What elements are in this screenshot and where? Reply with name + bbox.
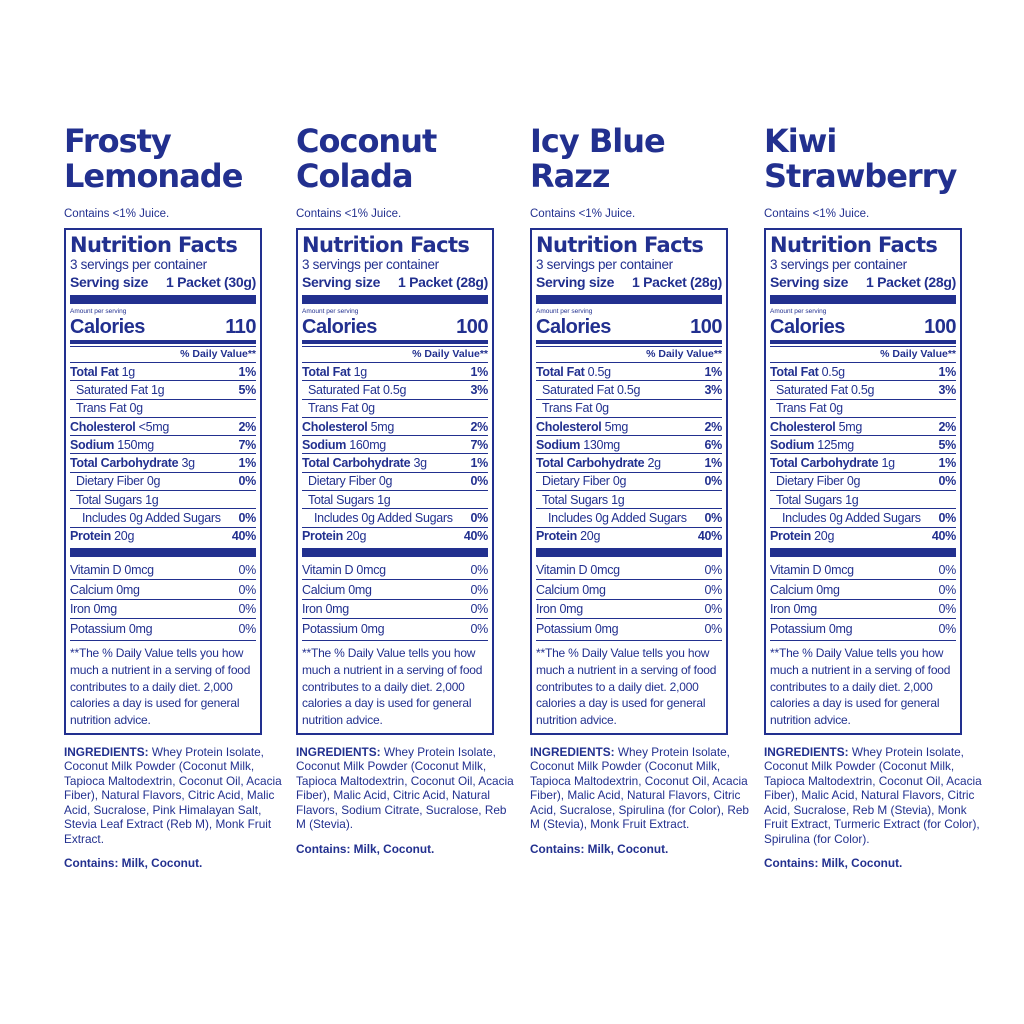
product-column-frosty-lemonade [64,122,282,871]
flavor-title-line1: Icy Blue [530,122,665,160]
amount-per-serving: Amount per serving [770,308,827,315]
juice-note: Contains <1% Juice. [64,208,170,220]
nutrient-row-trans-fat: Trans Fat 0g [770,399,956,417]
nutrient-row-dietary-fiber: Dietary Fiber 0g 0% [302,472,488,490]
nutrient-row-total-carbohydrate: Total Carbohydrate 2g 1% [536,453,722,471]
serving-size-label: Serving size [536,274,615,290]
calories-label: Calories [536,316,611,338]
calories-row [536,316,722,338]
calories-label: Calories [302,316,377,338]
divider-thick [770,295,956,304]
vitamin-row-calcium: Calcium 0mg 0% [70,579,256,599]
serving-size-value: 1 Packet (28g) [632,274,722,290]
serving-size [536,273,722,292]
juice-note: Contains <1% Juice. [530,208,636,220]
serving-size [70,273,256,292]
nutrition-facts-label [530,228,728,735]
nutrient-row-trans-fat: Trans Fat 0g [70,399,256,417]
servings-per-container: 3 servings per container [70,257,207,272]
nutrient-row-protein: Protein 20g 40% [302,527,488,545]
ingredients-text: Whey Protein Isolate, Coconut Milk Powder (Coconut Milk, Tapioca Maltodextrin, Coconut Oil, Acacia Fiber), Natural Flavors, Citric Acid, Malic Acid, Sucralose, Pink Himalayan Salt, Stevia Leaf Extract (Reb M), Monk Fruit Extract. [64,744,282,846]
vitamin-row-potassium: Potassium 0mg 0% [70,618,256,638]
daily-value-footnote: **The % Daily Value tells you how much a nutrient in a serving of food contributes to a daily diet. 2,000 calories a day is used for general nutrition advice. [70,640,256,729]
nutrient-row-protein: Protein 20g 40% [770,527,956,545]
divider-thick [302,548,488,557]
calories-label: Calories [770,316,845,338]
nutrient-row-total-fat: Total Fat 1g 1% [302,362,488,380]
daily-value-header: % Daily Value** [770,346,956,362]
nutrient-row-protein: Protein 20g 40% [536,527,722,545]
nutrition-facts-title: Nutrition Facts [770,233,938,257]
calories-value: 100 [924,316,956,338]
daily-value-header: % Daily Value** [536,346,722,362]
amount-per-serving: Amount per serving [302,308,359,315]
serving-size-label: Serving size [302,274,381,290]
flavor-title-line1: Frosty [64,122,171,160]
nutrient-row-saturated-fat: Saturated Fat 1g 5% [70,380,256,398]
amount-per-serving: Amount per serving [536,308,593,315]
nutrition-facts-label [764,228,962,735]
nutrition-facts-label [296,228,494,735]
nutrient-row-total-fat: Total Fat 0.5g 1% [770,362,956,380]
nutrient-row-cholesterol: Cholesterol 5mg 2% [302,417,488,435]
flavor-title-line2: Colada [296,157,413,195]
ingredients-label: INGREDIENTS: [764,744,849,759]
servings-per-container: 3 servings per container [770,257,907,272]
serving-size-label: Serving size [70,274,149,290]
allergen-statement: Contains: Milk, Coconut. [530,841,669,856]
nutrient-row-total-carbohydrate: Total Carbohydrate 1g 1% [770,453,956,471]
calories-label: Calories [70,316,145,338]
nutrient-row-added-sugars: Includes 0g Added Sugars 0% [770,508,956,526]
divider-thick [536,548,722,557]
nutrition-facts-title: Nutrition Facts [536,233,704,257]
servings-per-container: 3 servings per container [302,257,439,272]
daily-value-header: % Daily Value** [302,346,488,362]
nutrient-row-cholesterol: Cholesterol <5mg 2% [70,417,256,435]
vitamin-row-iron: Iron 0mg 0% [302,599,488,619]
nutrient-row-added-sugars: Includes 0g Added Sugars 0% [70,508,256,526]
product-column-coconut-colada [296,122,514,856]
nutrient-row-dietary-fiber: Dietary Fiber 0g 0% [536,472,722,490]
serving-size [302,273,488,292]
vitamin-row-vitamin-d: Vitamin D 0mcg 0% [302,562,488,577]
calories-row [770,316,956,338]
nutrient-row-total-sugars: Total Sugars 1g [770,490,956,508]
nutrient-row-total-carbohydrate: Total Carbohydrate 3g 1% [302,453,488,471]
flavor-title [296,124,496,196]
product-column-kiwi-strawberry [764,122,982,871]
vitamin-row-iron: Iron 0mg 0% [770,599,956,619]
ingredients-text: Whey Protein Isolate, Coconut Milk Powder (Coconut Milk, Tapioca Maltodextrin, Coconut Oil, Acacia Fiber), Malic Acid, Natural Flavors, Citric Acid, Sucralose, Spirulina (for Color), Reb M (Stevia), Monk Fruit Extract. [530,744,749,832]
vitamin-row-calcium: Calcium 0mg 0% [302,579,488,599]
ingredients [764,745,984,847]
vitamin-row-iron: Iron 0mg 0% [536,599,722,619]
ingredients-label: INGREDIENTS: [530,744,615,759]
divider-medium [70,340,256,344]
flavor-title-line2: Strawberry [764,157,957,195]
juice-note: Contains <1% Juice. [296,208,402,220]
nutrient-row-total-sugars: Total Sugars 1g [70,490,256,508]
vitamin-row-potassium: Potassium 0mg 0% [536,618,722,638]
ingredients [64,745,284,847]
nutrient-row-saturated-fat: Saturated Fat 0.5g 3% [770,380,956,398]
calories-row [70,316,256,338]
nutrition-facts-label [64,228,262,735]
daily-value-header: % Daily Value** [70,346,256,362]
vitamin-row-calcium: Calcium 0mg 0% [770,579,956,599]
serving-size-value: 1 Packet (28g) [866,274,956,290]
nutrient-row-total-sugars: Total Sugars 1g [302,490,488,508]
divider-thick [302,295,488,304]
calories-value: 100 [456,316,488,338]
serving-size-value: 1 Packet (30g) [166,274,256,290]
serving-size-value: 1 Packet (28g) [398,274,488,290]
ingredients-label: INGREDIENTS: [64,744,149,759]
daily-value-footnote: **The % Daily Value tells you how much a nutrient in a serving of food contributes to a daily diet. 2,000 calories a day is used for general nutrition advice. [302,640,488,729]
vitamin-row-vitamin-d: Vitamin D 0mcg 0% [770,562,956,577]
daily-value-footnote: **The % Daily Value tells you how much a nutrient in a serving of food contributes to a daily diet. 2,000 calories a day is used for general nutrition advice. [536,640,722,729]
nutrient-row-trans-fat: Trans Fat 0g [536,399,722,417]
nutrient-row-cholesterol: Cholesterol 5mg 2% [536,417,722,435]
ingredients-label: INGREDIENTS: [296,744,381,759]
divider-thick [70,295,256,304]
vitamin-row-vitamin-d: Vitamin D 0mcg 0% [536,562,722,577]
calories-value: 110 [225,316,256,338]
divider-medium [770,340,956,344]
product-column-icy-blue-razz [530,122,749,856]
flavor-title [764,124,964,196]
flavor-title [64,124,264,196]
allergen-statement: Contains: Milk, Coconut. [296,841,435,856]
nutrient-row-total-fat: Total Fat 0.5g 1% [536,362,722,380]
daily-value-footnote: **The % Daily Value tells you how much a nutrient in a serving of food contributes to a daily diet. 2,000 calories a day is used for general nutrition advice. [770,640,956,729]
nutrient-row-protein: Protein 20g 40% [70,527,256,545]
serving-size [770,273,956,292]
ingredients [530,745,750,832]
nutrient-row-total-sugars: Total Sugars 1g [536,490,722,508]
servings-per-container: 3 servings per container [536,257,673,272]
nutrient-row-sodium: Sodium 125mg 5% [770,435,956,453]
nutrient-row-total-fat: Total Fat 1g 1% [70,362,256,380]
nutrient-row-added-sugars: Includes 0g Added Sugars 0% [536,508,722,526]
vitamin-row-iron: Iron 0mg 0% [70,599,256,619]
nutrient-row-saturated-fat: Saturated Fat 0.5g 3% [536,380,722,398]
vitamin-row-potassium: Potassium 0mg 0% [770,618,956,638]
flavor-title-line2: Lemonade [64,157,243,195]
divider-thick [70,548,256,557]
juice-note: Contains <1% Juice. [764,208,870,220]
nutrient-row-sodium: Sodium 150mg 7% [70,435,256,453]
flavor-title-line1: Kiwi [764,122,837,160]
divider-medium [302,340,488,344]
vitamin-row-vitamin-d: Vitamin D 0mcg 0% [70,562,256,577]
nutrient-row-sodium: Sodium 160mg 7% [302,435,488,453]
allergen-statement: Contains: Milk, Coconut. [764,856,903,871]
nutrient-row-cholesterol: Cholesterol 5mg 2% [770,417,956,435]
nutrient-row-added-sugars: Includes 0g Added Sugars 0% [302,508,488,526]
flavor-title-line1: Coconut [296,122,437,160]
ingredients-text: Whey Protein Isolate, Coconut Milk Powder (Coconut Milk, Tapioca Maltodextrin, Coconut Oil, Acacia Fiber), Malic Acid, Citric Acid, Natural Flavors, Sodium Citrate, Sucralose, Reb M (Stevia). [296,744,514,832]
nutrition-facts-title: Nutrition Facts [70,233,238,257]
nutrient-row-dietary-fiber: Dietary Fiber 0g 0% [70,472,256,490]
vitamin-row-calcium: Calcium 0mg 0% [536,579,722,599]
nutrient-row-sodium: Sodium 130mg 6% [536,435,722,453]
nutrition-facts-title: Nutrition Facts [302,233,470,257]
ingredients [296,745,516,832]
allergen-statement: Contains: Milk, Coconut. [64,856,203,871]
ingredients-text: Whey Protein Isolate, Coconut Milk Powder (Coconut Milk, Tapioca Maltodextrin, Coconut Oil, Acacia Fiber), Malic Acid, Natural Flavors, Citric Acid, Sucralose, Reb M (Stevia), Monk Fruit Extract, Turmeric Extract (for Color), Spirulina (for Color). [764,744,982,846]
amount-per-serving: Amount per serving [70,308,127,315]
nutrient-row-saturated-fat: Saturated Fat 0.5g 3% [302,380,488,398]
nutrient-row-total-carbohydrate: Total Carbohydrate 3g 1% [70,453,256,471]
vitamin-row-potassium: Potassium 0mg 0% [302,618,488,638]
nutrient-row-trans-fat: Trans Fat 0g [302,399,488,417]
divider-medium [536,340,722,344]
serving-size-label: Serving size [770,274,849,290]
calories-row [302,316,488,338]
calories-value: 100 [690,316,722,338]
divider-thick [770,548,956,557]
nutrient-row-dietary-fiber: Dietary Fiber 0g 0% [770,472,956,490]
divider-thick [536,295,722,304]
flavor-title [530,124,730,196]
flavor-title-line2: Razz [530,157,610,195]
